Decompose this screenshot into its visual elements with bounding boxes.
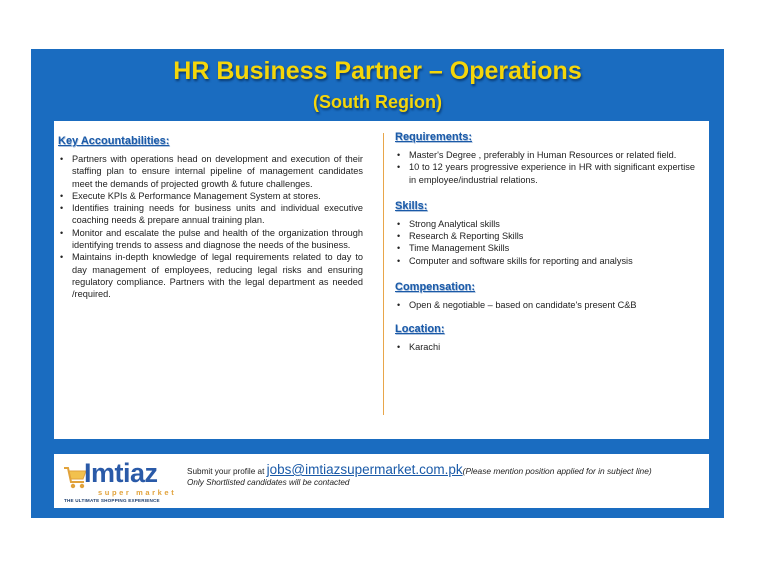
list-item: • Strong Analytical skills	[397, 218, 500, 229]
submit-line	[187, 462, 707, 477]
list-item: • Open & negotiable – based on candidate's present C&B	[397, 300, 637, 311]
location-heading: Location:	[395, 323, 445, 336]
list-item: • Computer and software skills for reporting and analysis	[397, 255, 633, 266]
list-item: • Maintains in-depth knowledge of legal requirements related to day to day management of employees, reducing legal risks and ensuring regulatory compliance. Partners with the legal department as needed /required.	[60, 252, 363, 300]
key-accountabilities-list	[58, 153, 363, 301]
shortlist-note: Only Shortlisted candidates will be contacted	[187, 478, 350, 487]
column-divider	[383, 133, 384, 415]
bullet-icon: •	[397, 162, 401, 173]
content-panel	[54, 121, 709, 439]
logo-wordmark: Imtiaz	[84, 458, 158, 488]
list-item: • Identifies training needs for business units and individual executive coaching needs & prepare annual training plan.	[60, 203, 363, 226]
requirements-section	[395, 131, 695, 186]
list-item: • 10 to 12 years progressive experience in HR with significant expertise in employee/industrial relations.	[397, 162, 695, 185]
bullet-icon: •	[397, 150, 401, 160]
list-item: • Monitor and escalate the pulse and health of the organization through identifying trends to assess and diagnose the needs of the business.	[60, 227, 363, 251]
bullet-icon: •	[397, 231, 401, 242]
bullet-icon: •	[397, 243, 401, 254]
bullet-icon: •	[397, 342, 401, 353]
list-item: • Execute KPIs & Performance Management System at stores.	[60, 190, 321, 201]
poster-subtitle: (South Region)	[313, 92, 442, 112]
logo-tagline: THE ULTIMATE SHOPPING EXPERIENCE	[64, 498, 160, 503]
footer-panel	[54, 454, 709, 508]
list-item: • Karachi	[397, 342, 441, 353]
bullet-icon: •	[60, 190, 64, 201]
logo-subtitle: super market	[98, 488, 177, 497]
footer-text	[187, 462, 707, 487]
email-link[interactable]: jobs@imtiazsupermarket.com.pk	[266, 462, 463, 477]
location-section	[395, 323, 695, 353]
bullet-icon: •	[397, 300, 401, 311]
left-column	[58, 135, 363, 301]
skills-heading: Skills:	[395, 199, 428, 212]
bullet-icon: •	[60, 203, 64, 214]
skills-list	[395, 218, 695, 267]
requirements-heading: Requirements:	[395, 131, 473, 143]
list-item: • Time Management Skills	[397, 243, 510, 254]
bullet-icon: •	[397, 255, 401, 266]
compensation-list	[395, 299, 695, 311]
submit-prefix: Submit your profile at	[187, 467, 267, 476]
key-accountabilities-heading: Key Accountabilities:	[58, 135, 170, 147]
bullet-icon: •	[60, 252, 64, 263]
compensation-heading: Compensation:	[395, 281, 476, 294]
bullet-icon: •	[60, 154, 64, 164]
list-item: • Partners with operations head on development and execution of their staffing plan to ensure internal pipeline of management candidates meet the demands of projected growth & future challenges.	[60, 154, 363, 189]
right-column	[395, 131, 695, 362]
job-poster	[31, 49, 724, 518]
company-logo	[62, 460, 182, 504]
subject-note: (Please mention position applied for in subject line)	[462, 466, 652, 476]
bullet-icon: •	[60, 227, 64, 238]
requirements-list	[395, 149, 695, 186]
compensation-section	[395, 281, 695, 311]
bullet-icon: •	[397, 218, 401, 229]
poster-title: HR Business Partner – Operations	[173, 57, 582, 85]
list-item: • Master's Degree , preferably in Human Resources or related field.	[397, 150, 677, 160]
skills-section	[395, 200, 695, 267]
location-list	[395, 341, 695, 353]
list-item: • Research & Reporting Skills	[397, 231, 524, 242]
